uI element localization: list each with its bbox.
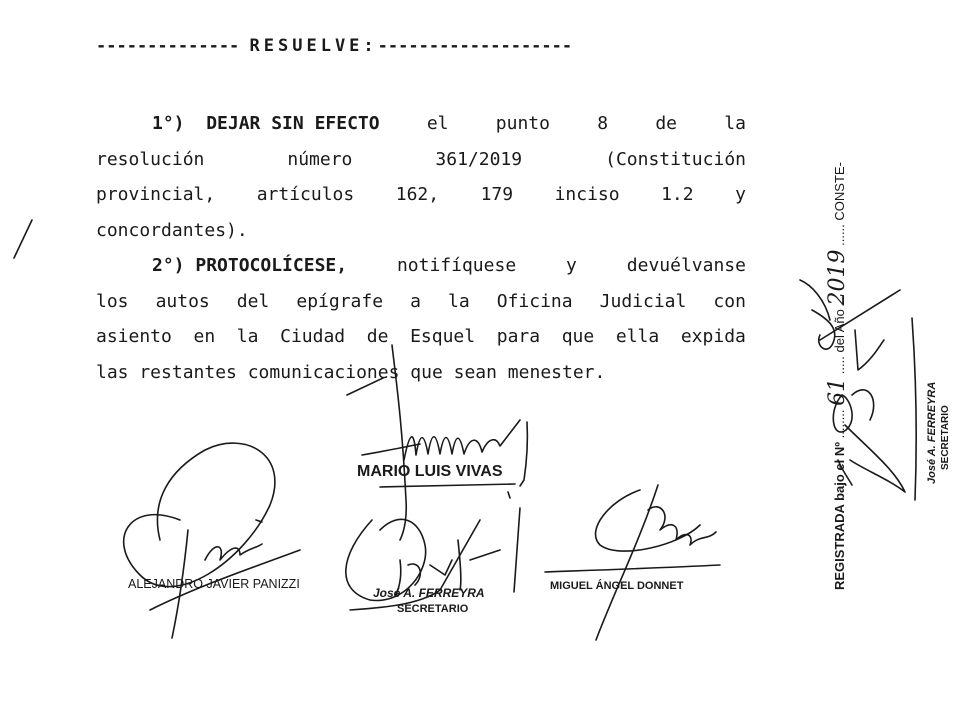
paragraph-2-line-4: las restantes comunicaciones que sean menester. [96,361,606,383]
heading-dashes-left: -------------- [96,36,250,56]
heading-dashes-right: ------------------- [377,36,573,56]
registration-secretary-title: SECRETARIO [940,405,951,470]
registration-year: 2019 [825,249,850,306]
panizzi-name: ALEJANDRO JAVIER PANIZZI [128,577,300,591]
registration-suffix: CONSTE- [832,162,847,221]
registration-secretary [925,382,953,484]
paragraph-2-line-2: los autos del epígrafe a la Oficina Judicial con [96,290,746,312]
paragraph-1-line-4: concordantes). [96,219,248,241]
margin-mark [14,220,32,258]
registration-number: 61 [825,377,850,406]
registration-prefix: REGISTRADA bajo el Nº [832,441,847,590]
paragraph-1-line-1: 1°) DEJAR SIN EFECTO el punto 8 de la [152,113,746,134]
registration-secretary-name: José A. FERREYRA [926,381,938,484]
paragraph-2-bold: PROTOCOLÍCESE, [195,255,348,276]
paragraph-1-line-2: resolución número 361/2019 (Constitución [96,148,746,170]
donnet-signature [545,485,720,640]
donnet-name: MIGUEL ÁNGEL DONNET [550,580,684,592]
paragraph-1-number: 1°) [152,113,185,134]
registration-stamp: REGISTRADA bajo el Nº ........ 61 ..... del Año 2019 ...... CONSTE- [825,162,850,590]
vivas-signature [347,345,527,540]
paragraph-2-line-1: 2°) PROTOCOLÍCESE, notifíquese y devuélvanse [152,255,746,276]
registration-handwriting [800,280,916,500]
heading-title: RESUELVE: [249,36,378,56]
ferreyra-title: SECRETARIO [397,603,469,615]
registration-middle: del Año [832,309,847,353]
paragraph-1-bold: DEJAR SIN EFECTO [206,113,380,134]
vivas-name: MARIO LUIS VIVAS [357,463,503,480]
paragraph-1-line-3: provincial, artículos 162, 179 inciso 1.2 y [96,184,746,205]
paragraph-2-number: 2°) [152,255,185,276]
panizzi-signature [124,443,300,638]
paragraph-2-line-3: asiento en la Ciudad de Esquel para que ella expida [96,326,746,347]
ferreyra-name: José A. FERREYRA [373,586,485,600]
